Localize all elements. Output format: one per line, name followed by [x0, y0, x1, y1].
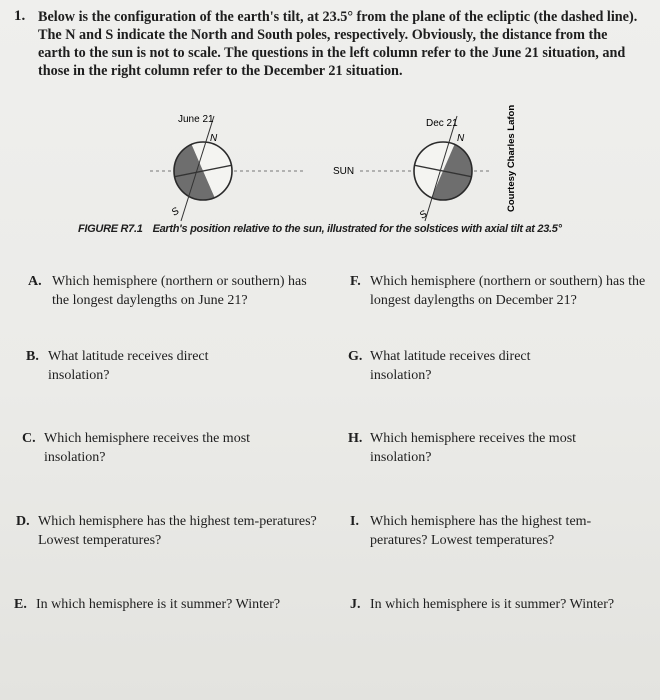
earth-tilt-figure: [0, 0, 660, 250]
question-text: Which hemisphere has the highest tem-peratures? Lowest temperatures?: [370, 514, 592, 548]
question-letter: J.: [350, 597, 361, 612]
sun-label: SUN: [333, 166, 355, 177]
caption-text: Earth's position relative to the sun, illustrated for the solstices with axial tilt at 23.5°: [152, 223, 562, 235]
question-letter: F.: [350, 274, 361, 289]
question-letter: H.: [348, 431, 363, 446]
question-intro: Below is the configuration of the earth's tilt, at 23.5° from the plane of the ecliptic (the dashed line). The N and S indicate the North and South poles, respectively. Obviously, the distance from the earth to the sun is not to scale. The questions in the left column refer to the June 21 situation, and those in the right column refer to the December 21 situation.: [38, 9, 638, 79]
question-text: Which hemisphere receives the most insolation?: [44, 431, 251, 465]
question-letter: C.: [22, 431, 36, 446]
earth-december: [403, 116, 496, 224]
question-text: Which hemisphere has the highest tem-peratures? Lowest temperatures?: [38, 514, 317, 548]
south-pole-label-june: S: [169, 205, 182, 219]
december-label: Dec 21: [426, 118, 458, 129]
question-letter: G.: [348, 349, 363, 364]
north-pole-label-december: N: [457, 133, 465, 144]
caption-label: FIGURE R7.1: [78, 223, 143, 235]
figure-caption: [78, 223, 562, 235]
question-letter: A.: [28, 274, 42, 289]
question-letter: I.: [350, 514, 359, 529]
earth-june: [150, 116, 243, 224]
june-label: June 21: [178, 114, 214, 125]
question-letter: E.: [14, 597, 27, 612]
question-text: Which hemisphere (northern or southern) has the longest daylengths on June 21?: [52, 274, 307, 308]
question-text: Which hemisphere (northern or southern) has the longest daylengths on December 21?: [370, 274, 646, 308]
south-pole-label-december: S: [417, 208, 430, 222]
question-letter: B.: [26, 349, 39, 364]
question-letter: D.: [16, 514, 30, 529]
question-text: In which hemisphere is it summer? Winter?: [36, 597, 281, 612]
question-text: What latitude receives direct insolation?: [370, 349, 531, 383]
question-text: In which hemisphere is it summer? Winter?: [370, 597, 615, 612]
photo-credit: Courtesy Charles Lafon: [506, 104, 517, 212]
question-number: 1.: [14, 8, 26, 24]
north-pole-label-june: N: [210, 133, 218, 144]
question-text: What latitude receives direct insolation?: [48, 349, 209, 383]
question-text: Which hemisphere receives the most insolation?: [370, 431, 577, 465]
